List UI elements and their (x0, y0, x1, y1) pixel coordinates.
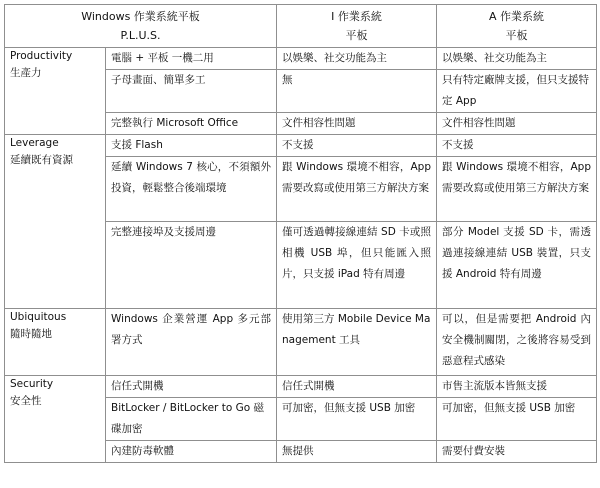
cell-windows: Windows 企業營運 App 多元部署方式 (106, 309, 277, 376)
cell-android: 只有特定廠牌支援，但只支援特定 App (437, 70, 597, 113)
cell-ios: 以娛樂、社交功能為主 (277, 48, 437, 70)
category-label-zh: 安全性 (10, 395, 42, 407)
cell-android: 可加密，但無支援 USB 加密 (437, 398, 597, 441)
category-leverage (5, 135, 106, 309)
header-windows-subtitle: P.L.U.S. (120, 29, 161, 42)
category-label-en: Ubiquitous (10, 311, 67, 323)
cell-ios: 僅可透過轉接線連結 SD 卡或照相機 USB 埠，但只能匯入照片，只支援 iPad 特有周邊 (277, 222, 437, 309)
header-ios (277, 5, 437, 48)
cell-ios: 無 (277, 70, 437, 113)
cell-android: 市售主流版本皆無支援 (437, 376, 597, 398)
cell-ios: 不支援 (277, 135, 437, 157)
cell-android: 需要付費安裝 (437, 441, 597, 463)
category-label-zh: 延續既有資源 (10, 154, 73, 166)
category-label-en: Leverage (10, 137, 59, 149)
cell-windows: 完整執行 Microsoft Office (106, 113, 277, 135)
header-ios-subtitle: 平板 (345, 29, 368, 42)
category-label-en: Productivity (10, 50, 73, 62)
cell-ios: 使用第三方 Mobile Device Management 工具 (277, 309, 437, 376)
cell-android: 以娛樂、社交功能為主 (437, 48, 597, 70)
table-row (5, 376, 597, 398)
header-ios-title: I 作業系統 (331, 10, 382, 23)
header-android (437, 5, 597, 48)
cell-windows: 子母畫面、簡單多工 (106, 70, 277, 113)
cell-android: 不支援 (437, 135, 597, 157)
header-windows-title: Windows 作業系統平板 (81, 10, 200, 23)
cell-windows: 支援 Flash (106, 135, 277, 157)
cell-windows: 延續 Windows 7 核心，不須額外投資，輕鬆整合後端環境 (106, 157, 277, 222)
header-android-title: A 作業系統 (489, 10, 545, 23)
header-windows (5, 5, 277, 48)
cell-ios: 文件相容性問題 (277, 113, 437, 135)
header-row (5, 5, 597, 48)
cell-ios: 可加密，但無支援 USB 加密 (277, 398, 437, 441)
cell-windows: 完整連接埠及支援周邊 (106, 222, 277, 309)
cell-windows: 信任式開機 (106, 376, 277, 398)
category-security (5, 376, 106, 463)
cell-windows: 內建防毒軟體 (106, 441, 277, 463)
cell-android: 文件相容性問題 (437, 113, 597, 135)
category-label-zh: 生產力 (10, 67, 42, 79)
table-row (5, 309, 597, 376)
category-label-en: Security (10, 378, 54, 390)
cell-ios: 跟 Windows 環境不相容，App 需要改寫或使用第三方解決方案 (277, 157, 437, 222)
comparison-table (4, 4, 597, 463)
cell-windows: 電腦 + 平板 一機二用 (106, 48, 277, 70)
category-productivity (5, 48, 106, 135)
table-row (5, 48, 597, 70)
cell-ios: 無提供 (277, 441, 437, 463)
cell-android: 部分 Model 支援 SD 卡，需透過連接線連結 USB 裝置，只支援 Android 特有周邊 (437, 222, 597, 309)
cell-windows: BitLocker / BitLocker to Go 磁碟加密 (106, 398, 277, 441)
cell-android: 可以，但是需要把 Android 內安全機制關閉，之後將容易受到惡意程式感染 (437, 309, 597, 376)
cell-ios: 信任式開機 (277, 376, 437, 398)
cell-android: 跟 Windows 環境不相容，App 需要改寫或使用第三方解決方案 (437, 157, 597, 222)
category-label-zh: 隨時隨地 (10, 328, 52, 340)
table-row (5, 135, 597, 157)
header-android-subtitle: 平板 (505, 29, 528, 42)
category-ubiquitous (5, 309, 106, 376)
